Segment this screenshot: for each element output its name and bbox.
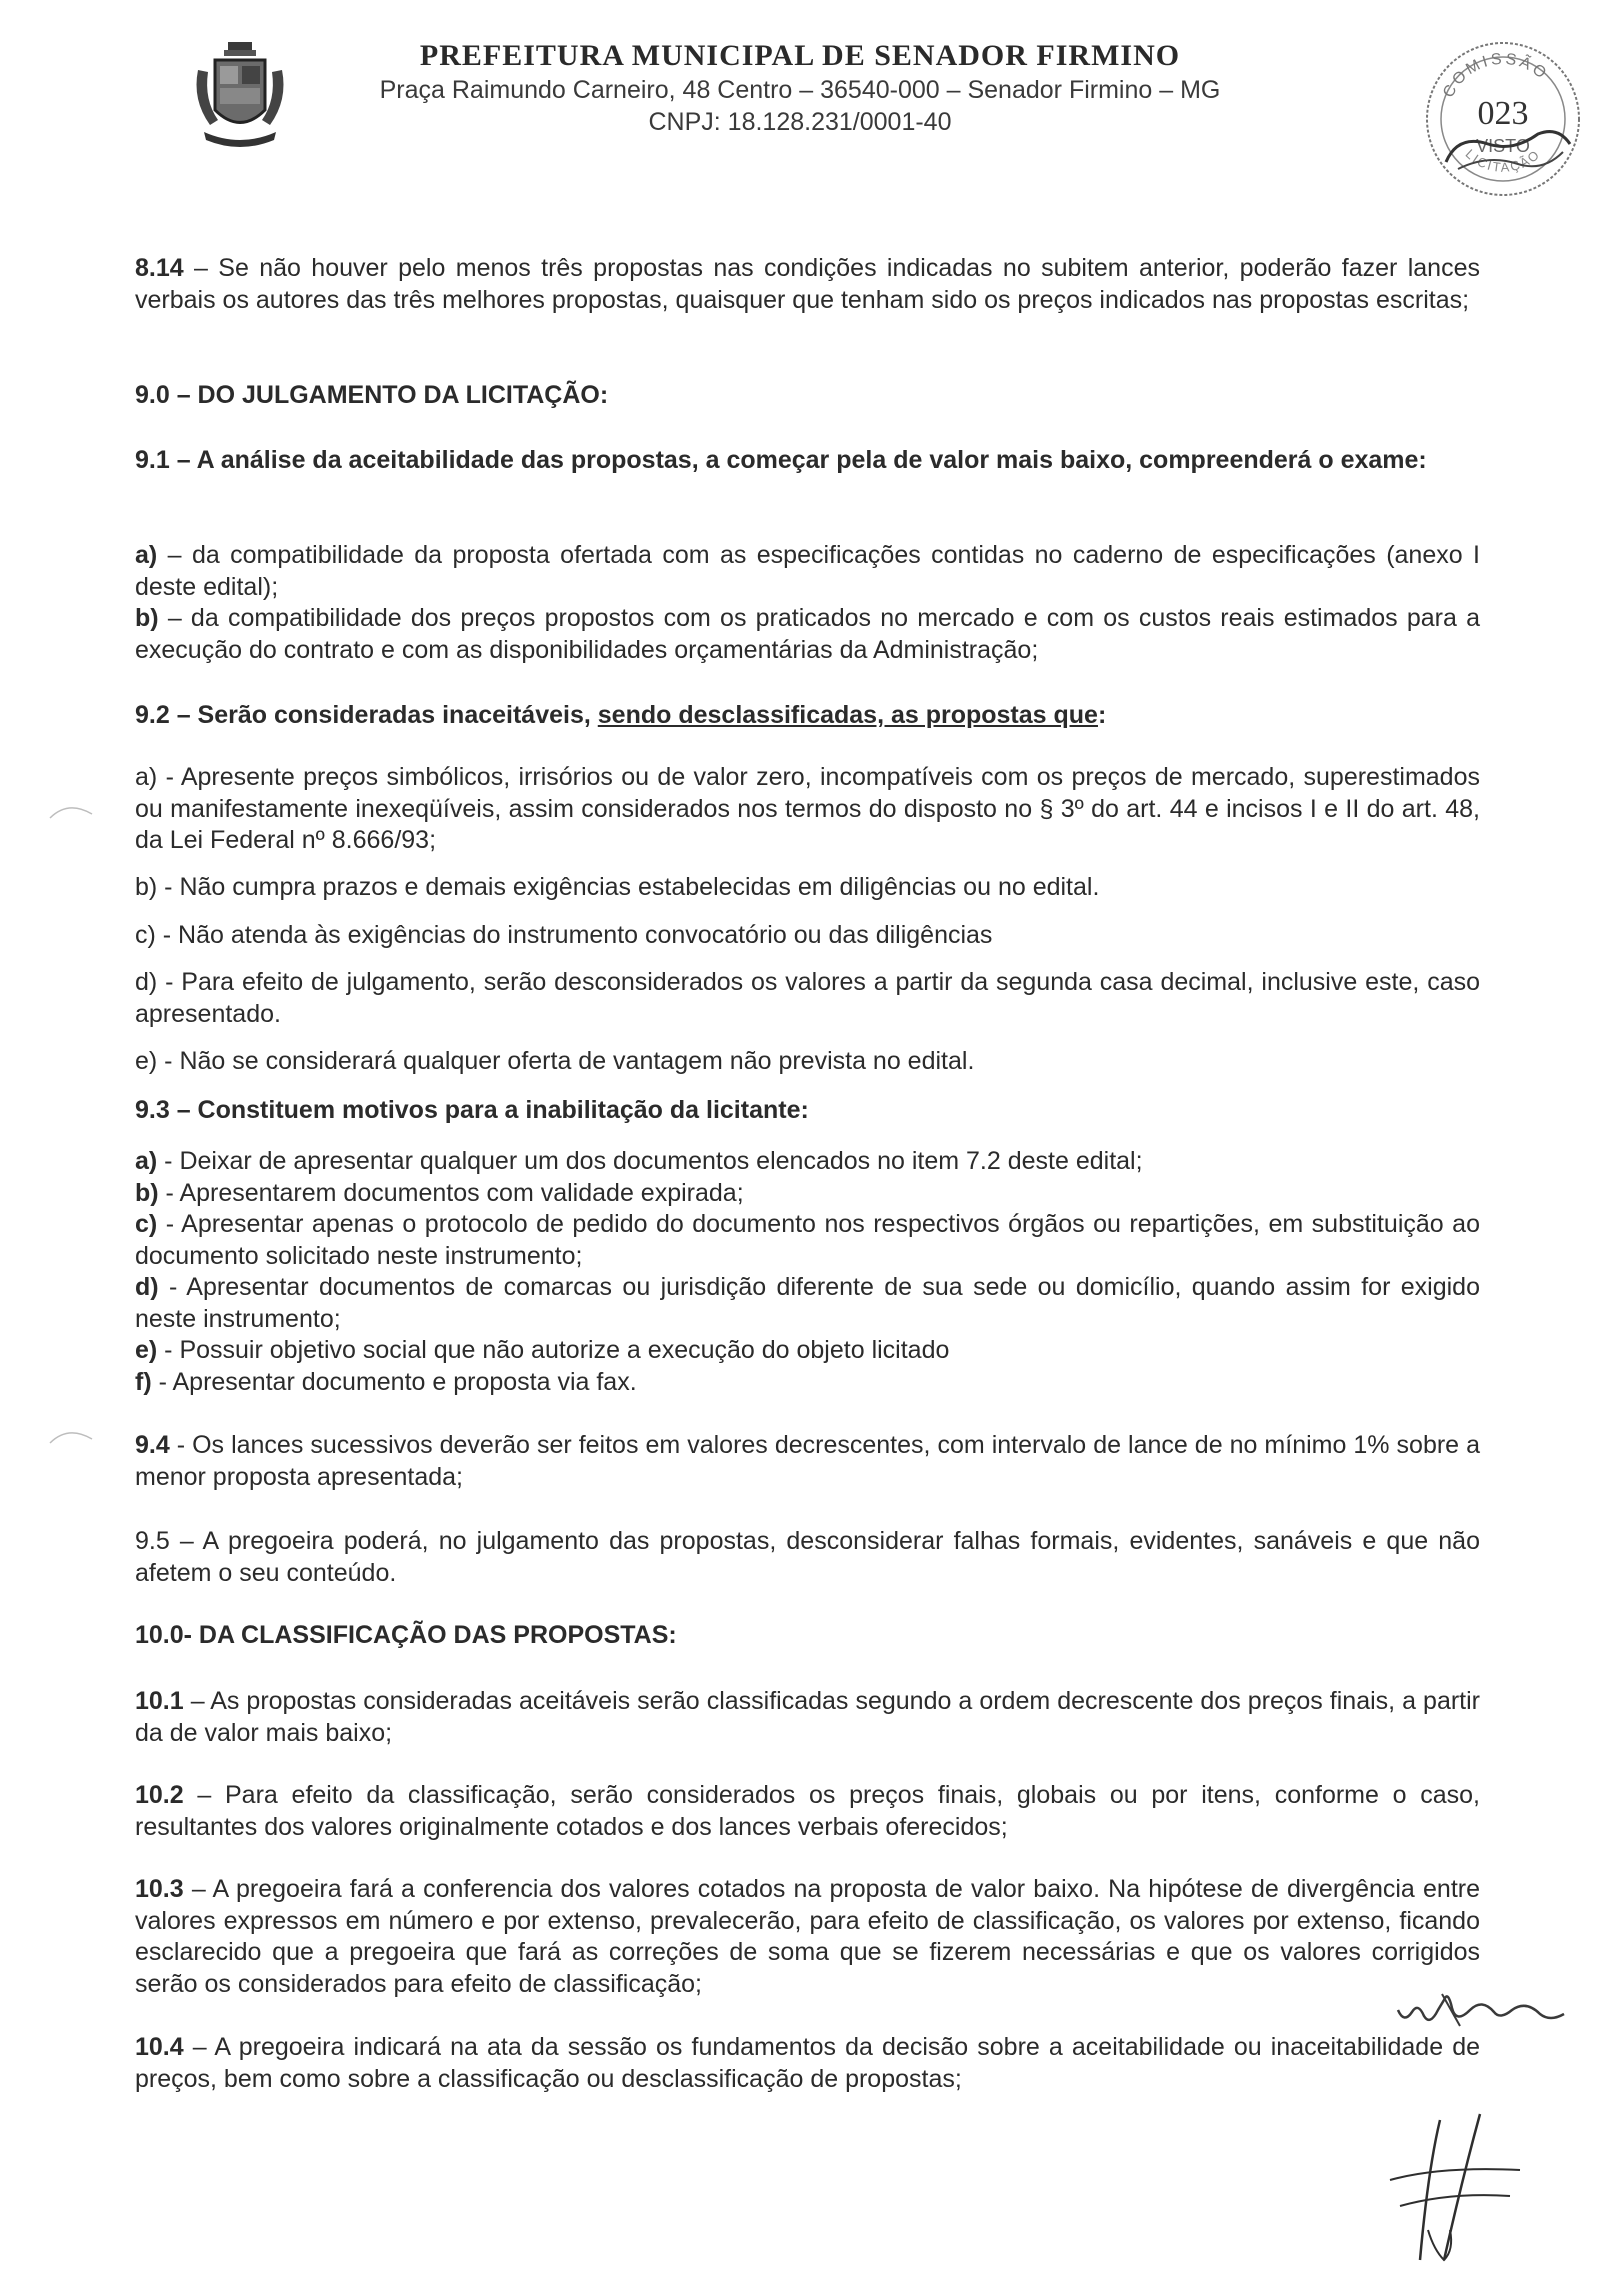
list-item-label: b)	[135, 1178, 159, 1207]
section-9-5: 9.5 – A pregoeira poderá, no julgamento das propostas, desconsiderar falhas formais, evidentes, sanáveis e que não afetem o seu conteúdo.	[135, 1527, 1480, 1587]
section-10-1	[135, 1686, 1480, 1749]
list-item-label: c)	[135, 1210, 158, 1238]
section-9-2-a: a) - Apresente preços simbólicos, irrisórios ou de valor zero, incompatíveis com os preços de mercado, superestimados ou manifestamente inexeqüíveis, assim considerados nos termos do disposto no § 3º do art. 44 e incisos I e II do art. 48, da Lei Federal nº 8.666/93;	[135, 763, 1480, 854]
section-10-3-text: – A pregoeira fará a conferencia dos valores cotados na proposta de valor baixo. Na hipótese de divergência entre valores expressos em número e por extenso, prevalecerão, para efeito de classificação, os valores por extenso, ficando esclarecido que a pregoeira que fará as correções de soma que se fizerem necessárias e que os valores corrigidos serão os considerados para efeito de classificação;	[135, 1875, 1480, 1998]
section-10-2	[135, 1780, 1480, 1843]
section-10-4	[135, 2032, 1480, 2095]
section-9-1-b-text: – da compatibilidade dos preços propostos com os praticados no mercado e com os custos reais estimados para a execução do contrato e com as disponibilidades orçamentárias da Administração;	[135, 604, 1480, 664]
section-10-2-label: 10.2	[135, 1781, 184, 1809]
stamp-top-text: COMISSÃO	[1440, 50, 1552, 101]
svg-text:COMISSÃO	[1440, 51, 1551, 101]
list-item-text: - Apresentar documentos de comarcas ou jurisdição diferente de sua sede ou domicílio, quando assim for exigido neste instrumento;	[135, 1273, 1480, 1333]
section-9-2-heading-c: :	[1097, 701, 1107, 729]
section-9-1-b	[135, 603, 1480, 666]
letterhead-title: PREFEITURA MUNICIPAL DE SENADOR FIRMINO	[419, 39, 1181, 72]
section-9-4-label: 9.4	[135, 1431, 170, 1459]
section-9-2-d: d) - Para efeito de julgamento, serão desconsiderados os valores a partir da segunda casa decimal, inclusive este, caso apresentado.	[135, 968, 1480, 1028]
letterhead	[300, 38, 1300, 138]
list-item-label: e)	[135, 1336, 158, 1364]
handwritten-signature	[1370, 2110, 1530, 2265]
letterhead-address: Praça Raimundo Carneiro, 48 Centro – 36540-000 – Senador Firmino – MG	[379, 76, 1221, 104]
list-item	[135, 1335, 1480, 1367]
section-9-1-heading: 9.1 – A análise da aceitabilidade das propostas, a começar pela de valor mais baixo, compreenderá o exame:	[135, 446, 1427, 474]
section-9-2-e: e) - Não se considerará qualquer oferta de vantagem não prevista no edital.	[135, 1047, 975, 1075]
punch-hole-mark	[48, 1425, 94, 1445]
section-10-0-heading: 10.0- DA CLASSIFICAÇÃO DAS PROPOSTAS:	[135, 1621, 677, 1649]
section-10-3	[135, 1874, 1480, 2000]
section-8-14-label: 8.14	[135, 254, 184, 282]
stamp-bottom-text: LICITAÇÃO	[1462, 146, 1544, 175]
section-9-2-c: c) - Não atenda às exigências do instrumento convocatório ou das diligências	[135, 921, 993, 949]
section-9-2-b: b) - Não cumpra prazos e demais exigências estabelecidas em diligências ou no edital.	[135, 873, 1100, 901]
section-9-4-text: - Os lances sucessivos deverão ser feitos em valores decrescentes, com intervalo de lance de no mínimo 1% sobre a menor proposta apresentada;	[135, 1431, 1480, 1491]
list-item	[135, 1146, 1480, 1178]
section-9-4	[135, 1430, 1480, 1493]
list-item-label: d)	[135, 1273, 159, 1301]
section-10-4-label: 10.4	[135, 2033, 184, 2061]
section-9-3-heading: 9.3 – Constituem motivos para a inabilitação da licitante:	[135, 1096, 809, 1124]
list-item	[135, 1367, 1480, 1399]
section-9-1-a-text: – da compatibilidade da proposta ofertada com as especificações contidas no caderno de especificações (anexo I deste edital);	[135, 541, 1480, 601]
section-10-3-label: 10.3	[135, 1875, 184, 1903]
list-item-label: f)	[135, 1367, 152, 1396]
section-9-3-list	[135, 1146, 1480, 1398]
letterhead-cnpj: CNPJ: 18.128.231/0001-40	[648, 108, 952, 136]
section-9-0-heading: 9.0 – DO JULGAMENTO DA LICITAÇÃO:	[135, 381, 609, 409]
list-item	[135, 1272, 1480, 1335]
list-item-text: - Possuir objetivo social que não autorize a execução do objeto licitado	[157, 1336, 950, 1364]
commission-stamp	[1418, 34, 1588, 204]
section-9-1-a-label: a)	[135, 541, 158, 569]
section-8-14-text: – Se não houver pelo menos três propostas nas condições indicadas no subitem anterior, poderão fazer lances verbais os autores das três melhores propostas, quaisquer que tenham sido os preços indicados nas propostas escritas;	[135, 254, 1480, 314]
handwritten-initials	[1390, 1980, 1570, 2040]
punch-hole-mark	[48, 800, 94, 820]
stamp-mid-text: VISTO	[1476, 136, 1530, 156]
section-9-2-heading	[135, 700, 1480, 732]
section-10-1-label: 10.1	[135, 1687, 184, 1715]
section-10-4-text: – A pregoeira indicará na ata da sessão os fundamentos da decisão sobre a aceitabilidade ou inaceitabilidade de preços, bem como sobre a classificação ou desclassificação de propostas;	[135, 2033, 1480, 2093]
section-8-14	[135, 253, 1480, 316]
municipal-crest-icon	[190, 40, 290, 155]
list-item	[135, 1178, 1480, 1210]
section-9-1-a	[135, 540, 1480, 603]
section-9-1-b-label: b)	[135, 604, 159, 632]
list-item-label: a)	[135, 1147, 158, 1175]
list-item-text: - Deixar de apresentar qualquer um dos documentos elencados no item 7.2 deste edital;	[157, 1147, 1143, 1175]
section-9-2-heading-underlined: sendo desclassificadas, as propostas que	[597, 701, 1098, 729]
section-10-2-text: – Para efeito da classificação, serão considerados os preços finais, globais ou por itens, conforme o caso, resultantes dos valores originalmente cotados e dos lances verbais oferecidos;	[135, 1781, 1480, 1841]
list-item	[135, 1209, 1480, 1272]
section-10-1-text: – As propostas consideradas aceitáveis serão classificadas segundo a ordem decrescente dos preços finais, a partir da de valor mais baixo;	[135, 1687, 1480, 1747]
list-item-text: - Apresentar documento e proposta via fax.	[151, 1367, 637, 1396]
section-9-2-heading-a: 9.2 – Serão consideradas inaceitáveis,	[135, 701, 598, 729]
list-item-text: - Apresentar apenas o protocolo de pedido do documento nos respectivos órgãos ou repartições, em substituição ao documento solicitado neste instrumento;	[135, 1210, 1480, 1270]
stamp-number: 023	[1477, 95, 1529, 132]
list-item-text: - Apresentarem documentos com validade expirada;	[158, 1178, 744, 1207]
